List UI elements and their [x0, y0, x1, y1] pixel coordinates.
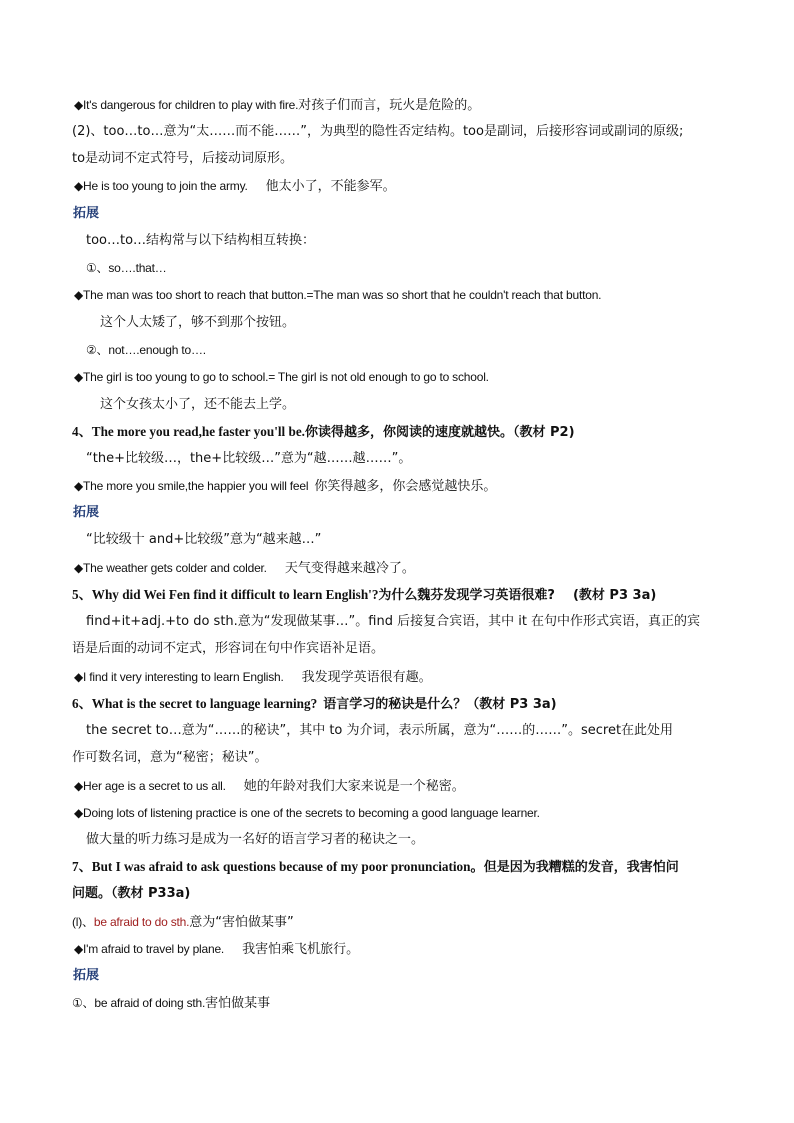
example-cn: 她的年龄对我们大家来说是一个秘密。: [243, 779, 465, 794]
example-en: ◆He is too young to join the army.: [74, 179, 248, 193]
example-sentence: ◆The girl is too young to go to school.= The girl is not old enough to go to school.: [74, 370, 489, 384]
section-heading-continued: 问题。（教材 P33a): [72, 886, 191, 901]
example-sentence: [74, 96, 480, 115]
heading-en: 6、What is the secret to language learning?: [72, 696, 318, 711]
example-sentence: ◆Doing lots of listening practice is one of the secrets to becoming a good language learner.: [74, 806, 540, 820]
example-sentence: [74, 559, 415, 578]
heading-cn: 语言学习的秘诀是什么？（教材 P3 3a): [323, 697, 557, 712]
example-translation: 这个女孩太小了，还不能去上学。: [100, 397, 296, 412]
explanation-text: the secret to…意为“……的秘诀”，其中 to 为介词，表示所属，意为“……的……”。secret在此处用: [86, 723, 674, 738]
example-sentence: [74, 777, 465, 796]
section-heading: [72, 586, 656, 605]
example-en: ◆Her age is a secret to us all.: [74, 779, 226, 793]
heading-cn: 但是因为我糟糕的发音，我害怕问: [483, 860, 679, 875]
heading-en: 5、Why did Wei Fen find it difficult to learn English'?: [72, 587, 379, 602]
explanation-text: “the+比较级…，the+比较级…”意为“越……越……”。: [86, 451, 412, 466]
example-sentence: [74, 477, 496, 496]
section-heading: [72, 695, 557, 714]
example-cn: 你笑得越多，你会感觉越快乐。: [314, 479, 497, 494]
example-sentence: [74, 177, 396, 196]
heading-en: 4、The more you read,he faster you'll be.: [72, 424, 305, 439]
heading-ref: (教材 P3 3a): [572, 588, 657, 603]
sub-point-prefix: (l)、: [72, 915, 94, 929]
example-translation: 做大量的听力练习是成为一名好的语言学习者的秘诀之一。: [86, 832, 425, 847]
example-en: ◆It's dangerous for children to play with fire.: [74, 98, 299, 112]
extension-heading: 拓展: [73, 206, 100, 221]
explanation-text: to是动词不定式符号，后接动词原形。: [72, 151, 294, 166]
example-cn: 对孩子们而言，玩火是危险的。: [298, 98, 481, 113]
example-cn: 他太小了，不能参军。: [265, 179, 396, 194]
example-cn: 天气变得越来越冷了。: [284, 561, 415, 576]
extension-heading: 拓展: [73, 968, 100, 983]
section-heading: [72, 858, 679, 877]
sub-point: [72, 913, 294, 932]
example-cn: 我发现学英语很有趣。: [301, 670, 432, 685]
explanation-text: 作可数名词，意为“秘密；秘诀”。: [72, 750, 268, 765]
extension-heading: 拓展: [73, 505, 100, 520]
example-translation: 这个人太矮了，够不到那个按钮。: [100, 315, 296, 330]
example-sentence: ◆The man was too short to reach that button.=The man was so short that he couldn't reach that button.: [74, 288, 602, 302]
highlighted-phrase: be afraid to do sth.: [93, 915, 190, 929]
sub-point: ②、not….enough to….: [86, 343, 206, 357]
explanation-text: too…to…结构常与以下结构相互转换：: [86, 233, 316, 248]
explanation-text: (2)、too…to…意为“太……而不能……”，为典型的隐性否定结构。too是副词，后接形容词或副词的原级;: [72, 124, 684, 139]
heading-cn: 为什么魏芬发现学习英语很难?: [378, 588, 555, 603]
example-en: ◆The weather gets colder and colder.: [74, 561, 267, 575]
explanation-text: find+it+adj.+to do sth.意为“发现做某事…”。find 后接复合宾语，其中 it 在句中作形式宾语，真正的宾: [86, 614, 701, 629]
heading-en: 7、But I was afraid to ask questions because of my poor pronunciation。: [72, 859, 484, 874]
heading-cn: 你读得越多，你阅读的速度就越快。（教材 P2): [304, 425, 575, 440]
sub-point: ①、so….that…: [86, 261, 167, 275]
example-en: ◆The more you smile,the happier you will feel: [74, 479, 309, 493]
example-en: ◆I'm afraid to travel by plane.: [74, 942, 225, 956]
sub-point-cn: 害怕做某事: [205, 996, 271, 1011]
example-cn: 我害怕乘飞机旅行。: [242, 942, 360, 957]
sub-point: [72, 994, 270, 1013]
example-sentence: [74, 668, 432, 687]
sub-point-cn: 意为“害怕做某事”: [189, 915, 294, 930]
sub-point-en: ①、be afraid of doing sth.: [72, 996, 206, 1010]
section-heading: [72, 423, 575, 442]
example-en: ◆I find it very interesting to learn English.: [74, 670, 284, 684]
example-sentence: [74, 940, 359, 959]
explanation-text: “比较级十 and+比较级”意为“越来越…”: [86, 532, 322, 547]
explanation-text: 语是后面的动词不定式，形容词在句中作宾语补足语。: [72, 641, 385, 656]
